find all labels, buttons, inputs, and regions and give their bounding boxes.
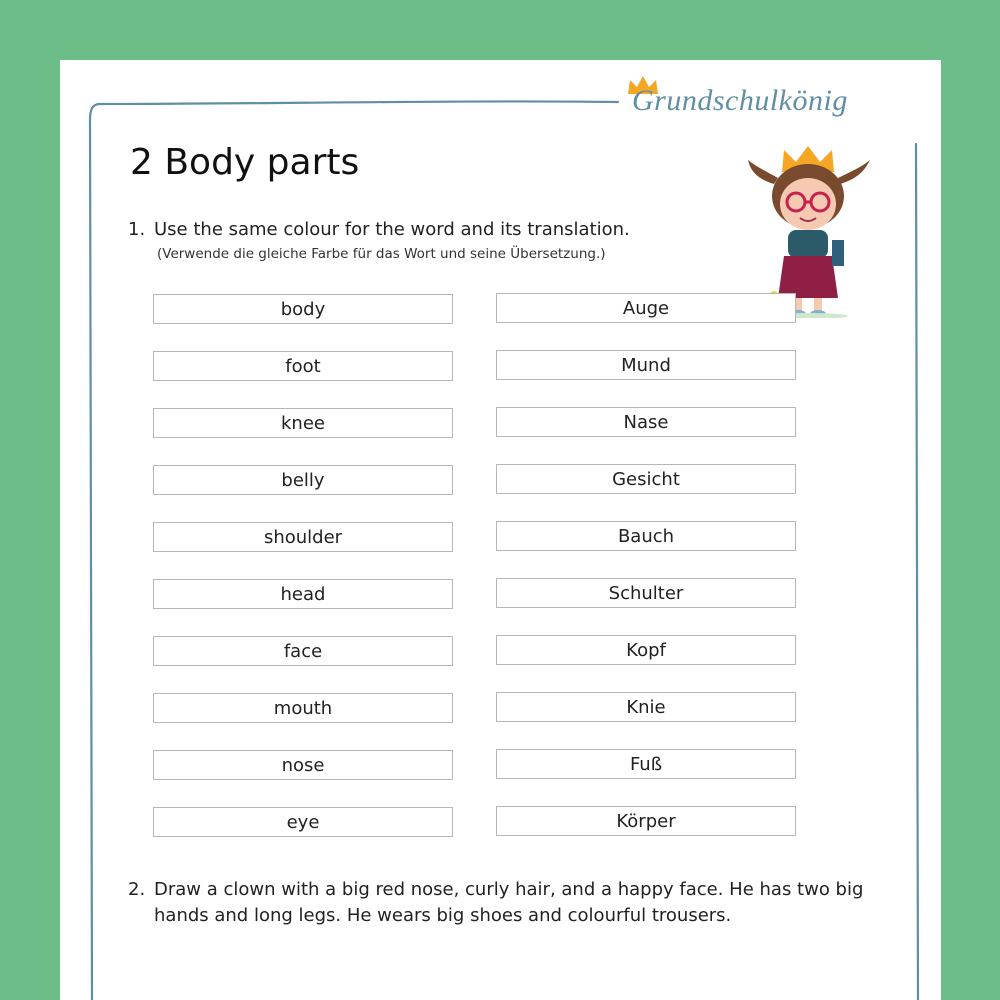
task-2-text: Draw a clown with a big red nose, curly hair, and a happy face. He has two big hands and long legs. He wears big shoes and colourful trousers. <box>154 879 864 926</box>
german-word-box[interactable]: Knie <box>496 692 796 722</box>
girl-with-crown-illustration <box>744 138 874 318</box>
page-title: 2 Body parts <box>130 142 360 183</box>
english-word-box[interactable]: head <box>153 579 453 609</box>
german-word-box[interactable]: Mund <box>496 350 796 380</box>
german-word-box[interactable]: Bauch <box>496 521 796 551</box>
english-word-box[interactable]: body <box>153 294 453 324</box>
english-word-box[interactable]: mouth <box>153 693 453 723</box>
english-word-box[interactable]: face <box>153 636 453 666</box>
english-word-box[interactable]: foot <box>153 351 453 381</box>
german-word-box[interactable]: Auge <box>496 293 796 323</box>
english-word-box[interactable]: nose <box>153 750 453 780</box>
worksheet-page <box>60 60 941 1000</box>
german-word-box[interactable]: Kopf <box>496 635 796 665</box>
brand-logo: Grundschulkönig <box>632 84 848 117</box>
english-word-box[interactable]: belly <box>153 465 453 495</box>
task-1-number: 1. <box>128 219 146 240</box>
english-word-box[interactable]: eye <box>153 807 453 837</box>
task-1 <box>128 217 630 243</box>
task-2-number: 2. <box>128 879 146 900</box>
task-1-translation: (Verwende die gleiche Farbe für das Wort und seine Übersetzung.) <box>157 246 606 262</box>
german-word-box[interactable]: Schulter <box>496 578 796 608</box>
german-word-box[interactable]: Gesicht <box>496 464 796 494</box>
german-word-box[interactable]: Nase <box>496 407 796 437</box>
english-word-box[interactable]: shoulder <box>153 522 453 552</box>
task-1-instruction: Use the same colour for the word and its translation. <box>154 219 630 240</box>
german-word-box[interactable]: Körper <box>496 806 796 836</box>
task-2 <box>128 877 888 929</box>
german-word-box[interactable]: Fuß <box>496 749 796 779</box>
english-word-box[interactable]: knee <box>153 408 453 438</box>
